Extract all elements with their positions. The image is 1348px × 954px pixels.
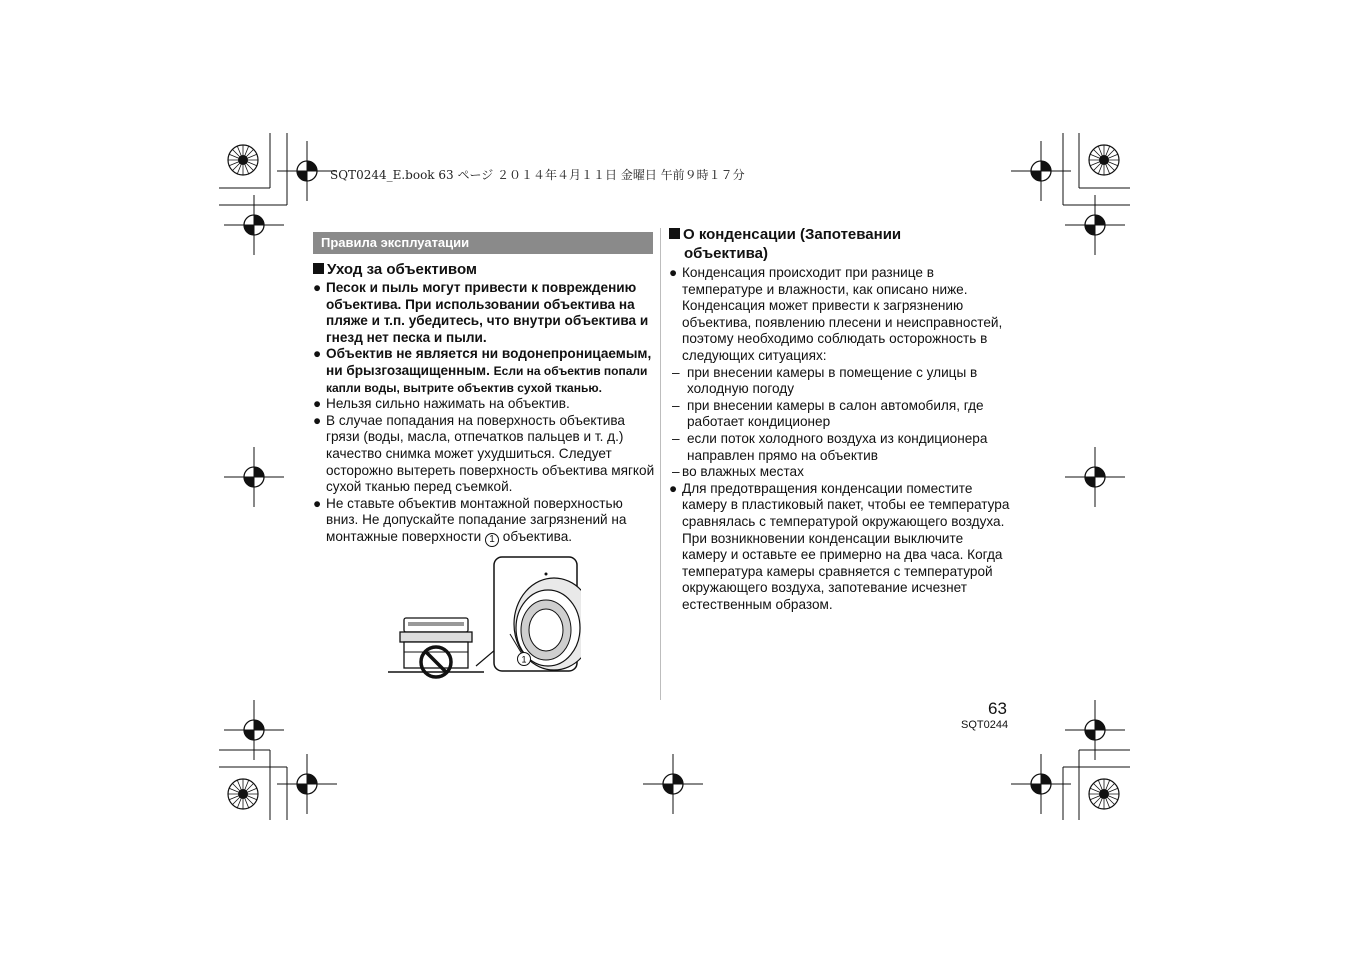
column-divider <box>660 228 661 700</box>
dash-item: – при внесении камеры в салон автомобиля, где работает кондиционер <box>672 397 984 430</box>
section-title-bar: Правила эксплуатации <box>313 232 653 254</box>
square-bullet-icon <box>669 228 680 239</box>
list-item: ● Конденсация происходит при разнице в температуре и влажности, как описано ниже. Конденсация может привести к загрязнению объектива, появлению плесени и неисправностей, поэтому необходимо соблюдать осторожность в следующих ситуациях: <box>669 265 1003 363</box>
bullet-icon: ● <box>669 480 678 496</box>
list-item: ● Не ставьте объектив монтажной поверхностью вниз. Не допускайте попадание загрязнений на монтажные поверхности 1 объектива. <box>313 495 627 545</box>
bullet-icon: ● <box>313 396 322 412</box>
callout-number: 1 <box>521 654 527 665</box>
dash-item: – во влажных местах <box>672 464 804 480</box>
print-header: SQT0244_E.book 63 ページ ２０１４年４月１１日 金曜日 午前９時１７分 <box>330 168 745 182</box>
list-item: ● Для предотвращения конденсации поместите камеру в пластиковый пакет, чтобы ее температура сравнялась с температурой окружающего воздуха. При возникновении конденсации выключите камеру и оставьте ее примерно на два часа. Когда температура камеры сравняется с температурой окружающего воздуха, запотевание исчезнет естественным образом. <box>669 480 1010 612</box>
bullet-icon: ● <box>313 346 322 362</box>
bullet-icon: ● <box>313 412 322 428</box>
condensation-heading: О конденсации (Запотевании объектива) <box>669 225 1009 263</box>
document-code: SQT0244 <box>961 719 1009 731</box>
square-bullet-icon <box>313 263 324 274</box>
list-item: ● Объектив не является ни водонепроницаемым, ни брызгозащищенным. Если на объектив попали капли воды, вытрите объектив сухой тканью. <box>313 346 652 395</box>
condensation-list <box>669 265 1011 613</box>
lens-care-heading: Уход за объективом <box>313 260 477 279</box>
bullet-icon: ● <box>669 265 678 280</box>
dash-item: – если поток холодного воздуха из кондиционера направлен прямо на объектив <box>672 430 988 463</box>
list-item: ● Нельзя сильно нажимать на объектив. <box>313 396 570 412</box>
bullet-icon: ● <box>313 495 322 511</box>
circled-number: 1 <box>485 533 499 547</box>
list-item: ● Песок и пыль могут привести к повреждению объектива. При использовании объектива на пляже и т.п. убедитесь, что внутри объектива и гнезд нет песка и пыли. <box>313 280 649 345</box>
dash-item: – при внесении камеры в помещение с улицы в холодную погоду <box>672 364 978 397</box>
bullet-icon: ● <box>313 280 322 295</box>
page-number: 63 <box>988 699 1007 718</box>
list-item: ● В случае попадания на поверхность объектива грязи (воды, масла, отпечатков пальцев и т. д.) качество снимка может ухудшиться. Следует осторожно вытереть поверхность объектива мягкой сухой тканью перед съемкой. <box>313 412 655 495</box>
lens-illustration <box>386 554 581 686</box>
lens-care-list <box>313 280 655 547</box>
